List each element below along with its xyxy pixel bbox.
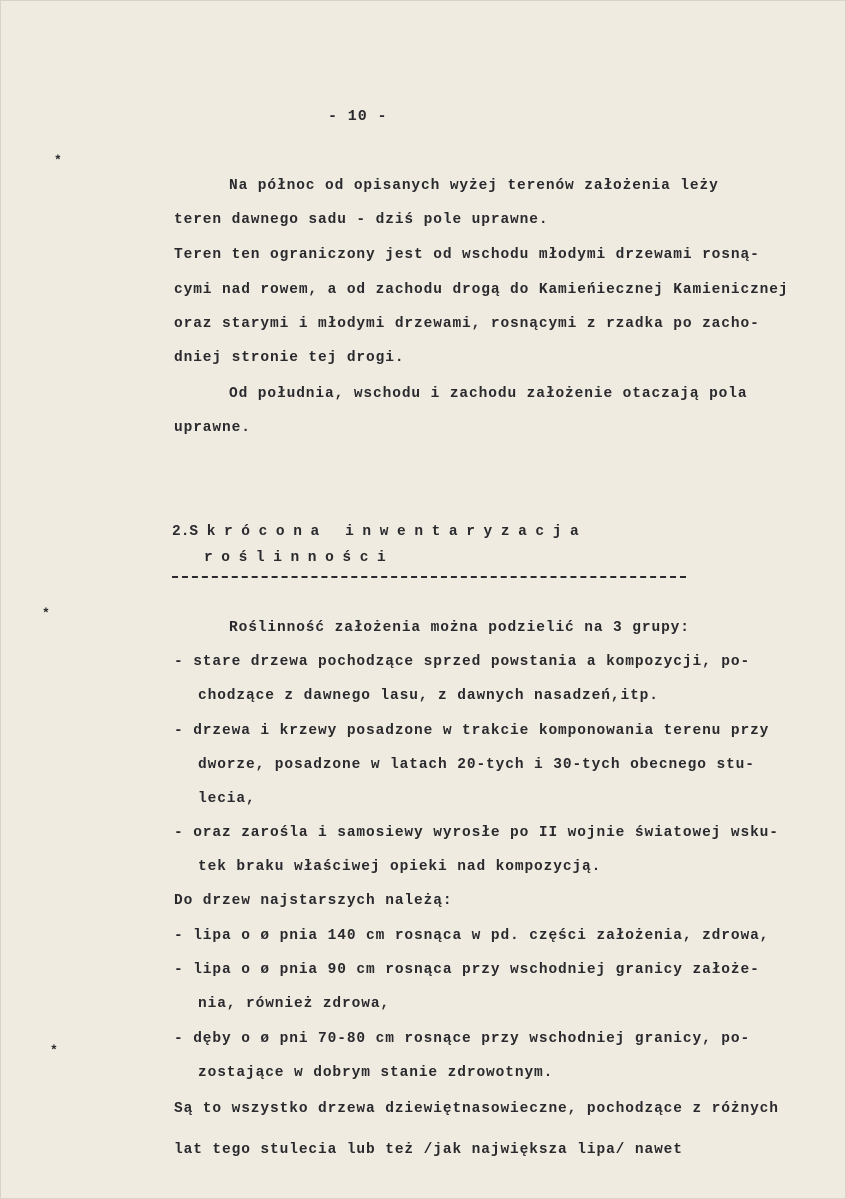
list-item: - dęby o ø pni 70-80 cm rosnące przy wschodniej granicy, po- xyxy=(174,1031,751,1047)
text-line: Od południa, wschodu i zachodu założenie otaczają pola xyxy=(229,386,748,402)
list-item: - drzewa i krzewy posadzone w trakcie komponowania terenu przy xyxy=(174,723,770,739)
section-title-line2: roślinności xyxy=(204,550,395,566)
text-line: Teren ten ograniczony jest od wschodu młodymi drzewami rosną- xyxy=(174,247,760,263)
section-number: 2. xyxy=(172,524,190,540)
text-line: Do drzew najstarszych należą: xyxy=(174,893,453,909)
margin-mark: * xyxy=(42,606,50,621)
text-line: chodzące z dawnego lasu, z dawnych nasadzeń,itp. xyxy=(198,688,659,704)
margin-mark: * xyxy=(54,153,62,168)
list-item: - stare drzewa pochodzące sprzed powstania a kompozycji, po- xyxy=(174,654,751,670)
list-item: - oraz zarośla i samosiewy wyrosłe po II wojnie światowej wsku- xyxy=(174,825,779,841)
text-line: tek braku właściwej opieki nad kompozycją. xyxy=(198,859,602,875)
text-line: Na północ od opisanych wyżej terenów założenia leży xyxy=(229,178,719,194)
text-line: dworze, posadzone w latach 20-tych i 30-tych obecnego stu- xyxy=(198,757,755,773)
text-line: zostające w dobrym stanie zdrowotnym. xyxy=(198,1065,554,1081)
list-item: - lipa o ø pnia 140 cm rosnąca w pd. części założenia, zdrowa, xyxy=(174,928,770,944)
text-line: nia, również zdrowa, xyxy=(198,996,391,1012)
text-line: dniej stronie tej drogi. xyxy=(174,350,405,366)
text-line: teren dawnego sadu - dziś pole uprawne. xyxy=(174,212,549,228)
section-underline xyxy=(172,576,686,578)
text-line: oraz starymi i młodymi drzewami, rosnącymi z rzadka po zacho- xyxy=(174,316,760,332)
section-title-line1: Skrócona inwentaryzacja xyxy=(189,524,588,540)
list-item: - lipa o ø pnia 90 cm rosnąca przy wschodniej granicy założe- xyxy=(174,962,760,978)
text-line: cymi nad rowem, a od zachodu drogą do Kamieńiecznej Kamienicznej xyxy=(174,282,789,298)
text-line: Są to wszystko drzewa dziewiętnasowieczne, pochodzące z różnych xyxy=(174,1101,779,1117)
page-number: - 10 - xyxy=(328,108,388,125)
text-line: Roślinność założenia można podzielić na 3 grupy: xyxy=(229,620,690,636)
text-line: lat tego stulecia lub też /jak największa lipa/ nawet xyxy=(174,1142,683,1158)
text-line: lecia, xyxy=(198,791,256,807)
text-line: uprawne. xyxy=(174,420,251,436)
margin-mark: * xyxy=(50,1043,58,1058)
